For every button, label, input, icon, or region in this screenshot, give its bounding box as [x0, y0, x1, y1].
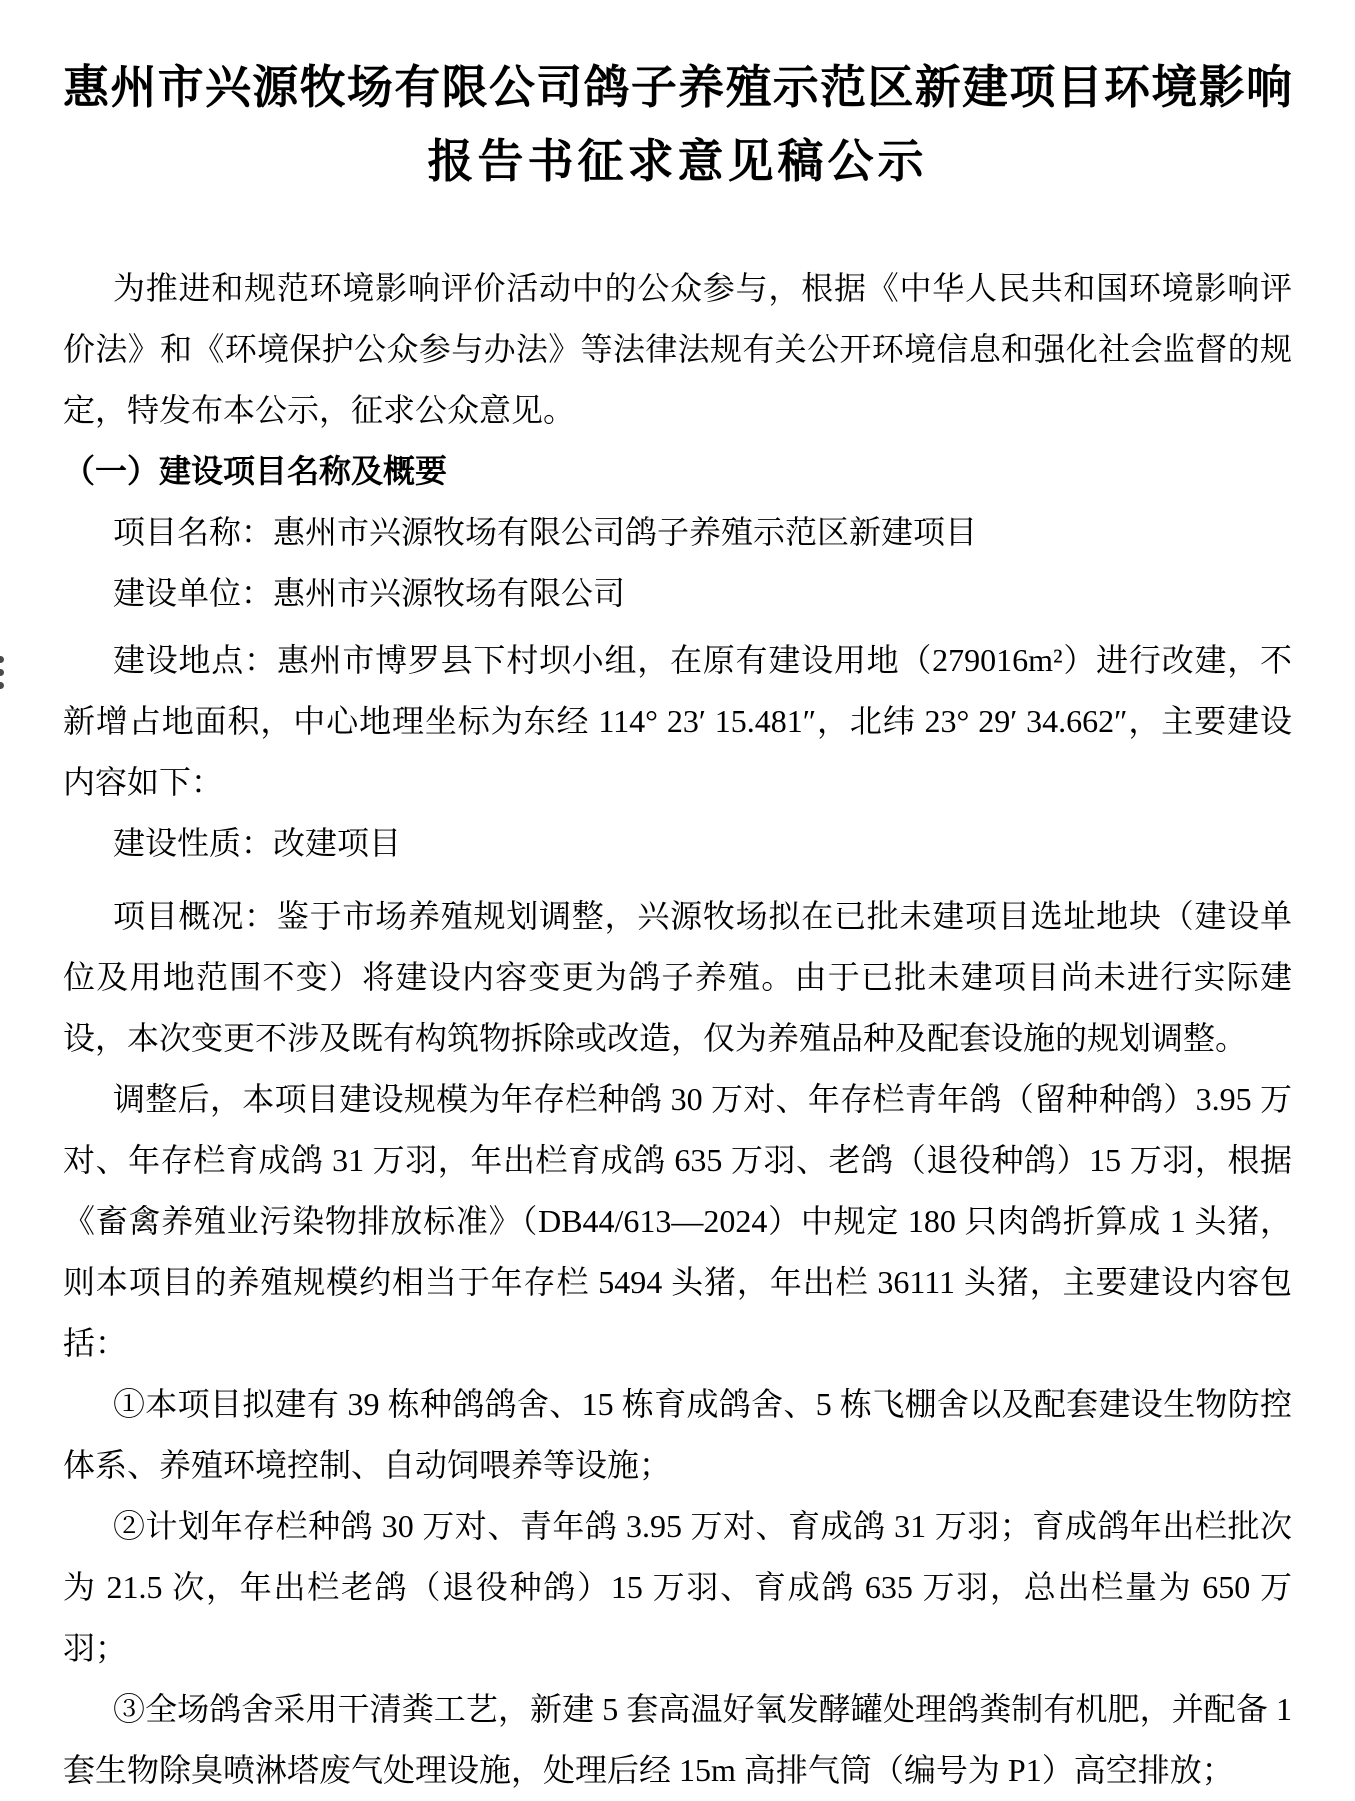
construction-item-1-paragraph: ①本项目拟建有 39 栋种鸽鸽舍、15 栋育成鸽舍、5 栋飞棚舍以及配套建设生物防控体系、养殖环境控制、自动饲喂养等设施；	[63, 1386, 1292, 1483]
left-edge-dots-marker	[0, 656, 4, 695]
document-title	[63, 50, 1292, 198]
adjusted-scale-paragraph: 调整后，本项目建设规模为年存栏种鸽 30 万对、年存栏青年鸽（留种种鸽）3.95 万对、年存栏育成鸽 31 万羽，年出栏育成鸽 635 万羽、老鸽（退役种鸽）15 万羽，根据《畜禽养殖业污染物排放标准》（DB44/613—2024）中规定 180 只肉鸽折算成 1 头猪，则本项目的养殖规模约相当于年存栏 5494 头猪，年出栏 36111 头猪，主要建设内容包括：	[63, 1081, 1292, 1361]
dot-icon	[0, 656, 4, 663]
construction-item-3-paragraph: ③全场鸽舍采用干清粪工艺，新建 5 套高温好氧发酵罐处理鸽粪制有机肥，并配备 1 套生物除臭喷淋塔废气处理设施，处理后经 15m 高排气筒（编号为 P1）高空排放；	[63, 1691, 1292, 1788]
construction-nature-paragraph: 建设性质：改建项目	[113, 825, 402, 861]
dot-icon	[0, 669, 4, 676]
intro-paragraph: 为推进和规范环境影响评价活动中的公众参与，根据《中华人民共和国环境影响评价法》和《环境保护公众参与办法》等法律法规有关公开环境信息和强化社会监督的规定，特发布本公示，征求公众意见。	[63, 270, 1292, 428]
project-name-paragraph: 项目名称：惠州市兴源牧场有限公司鸽子养殖示范区新建项目	[113, 514, 978, 550]
document-title-line2: 报告书征求意见稿公示	[427, 135, 928, 187]
project-overview-paragraph: 项目概况：鉴于市场养殖规划调整，兴源牧场拟在已批未建项目选址地块（建设单位及用地范围不变）将建设内容变更为鸽子养殖。由于已批未建项目尚未进行实际建设，本次变更不涉及既有构筑物拆除或改造，仅为养殖品种及配套设施的规划调整。	[63, 898, 1292, 1056]
construction-unit-paragraph: 建设单位：惠州市兴源牧场有限公司	[113, 575, 626, 611]
construction-site-paragraph: 建设地点：惠州市博罗县下村坝小组，在原有建设用地（279016m²）进行改建，不新增占地面积，中心地理坐标为东经 114° 23′ 15.481″，北纬 23° 29′ 34.662″，主要建设内容如下：	[63, 642, 1292, 800]
dot-icon	[0, 682, 4, 689]
construction-item-2-paragraph: ②计划年存栏种鸽 30 万对、青年鸽 3.95 万对、育成鸽 31 万羽；育成鸽年出栏批次为 21.5 次，年出栏老鸽（退役种鸽）15 万羽、育成鸽 635 万羽，总出栏量为 650 万羽；	[63, 1508, 1292, 1666]
section-1-heading: （一）建设项目名称及概要	[63, 453, 448, 489]
document-title-line1: 惠州市兴源牧场有限公司鸽子养殖示范区新建项目环境影响	[63, 61, 1292, 113]
